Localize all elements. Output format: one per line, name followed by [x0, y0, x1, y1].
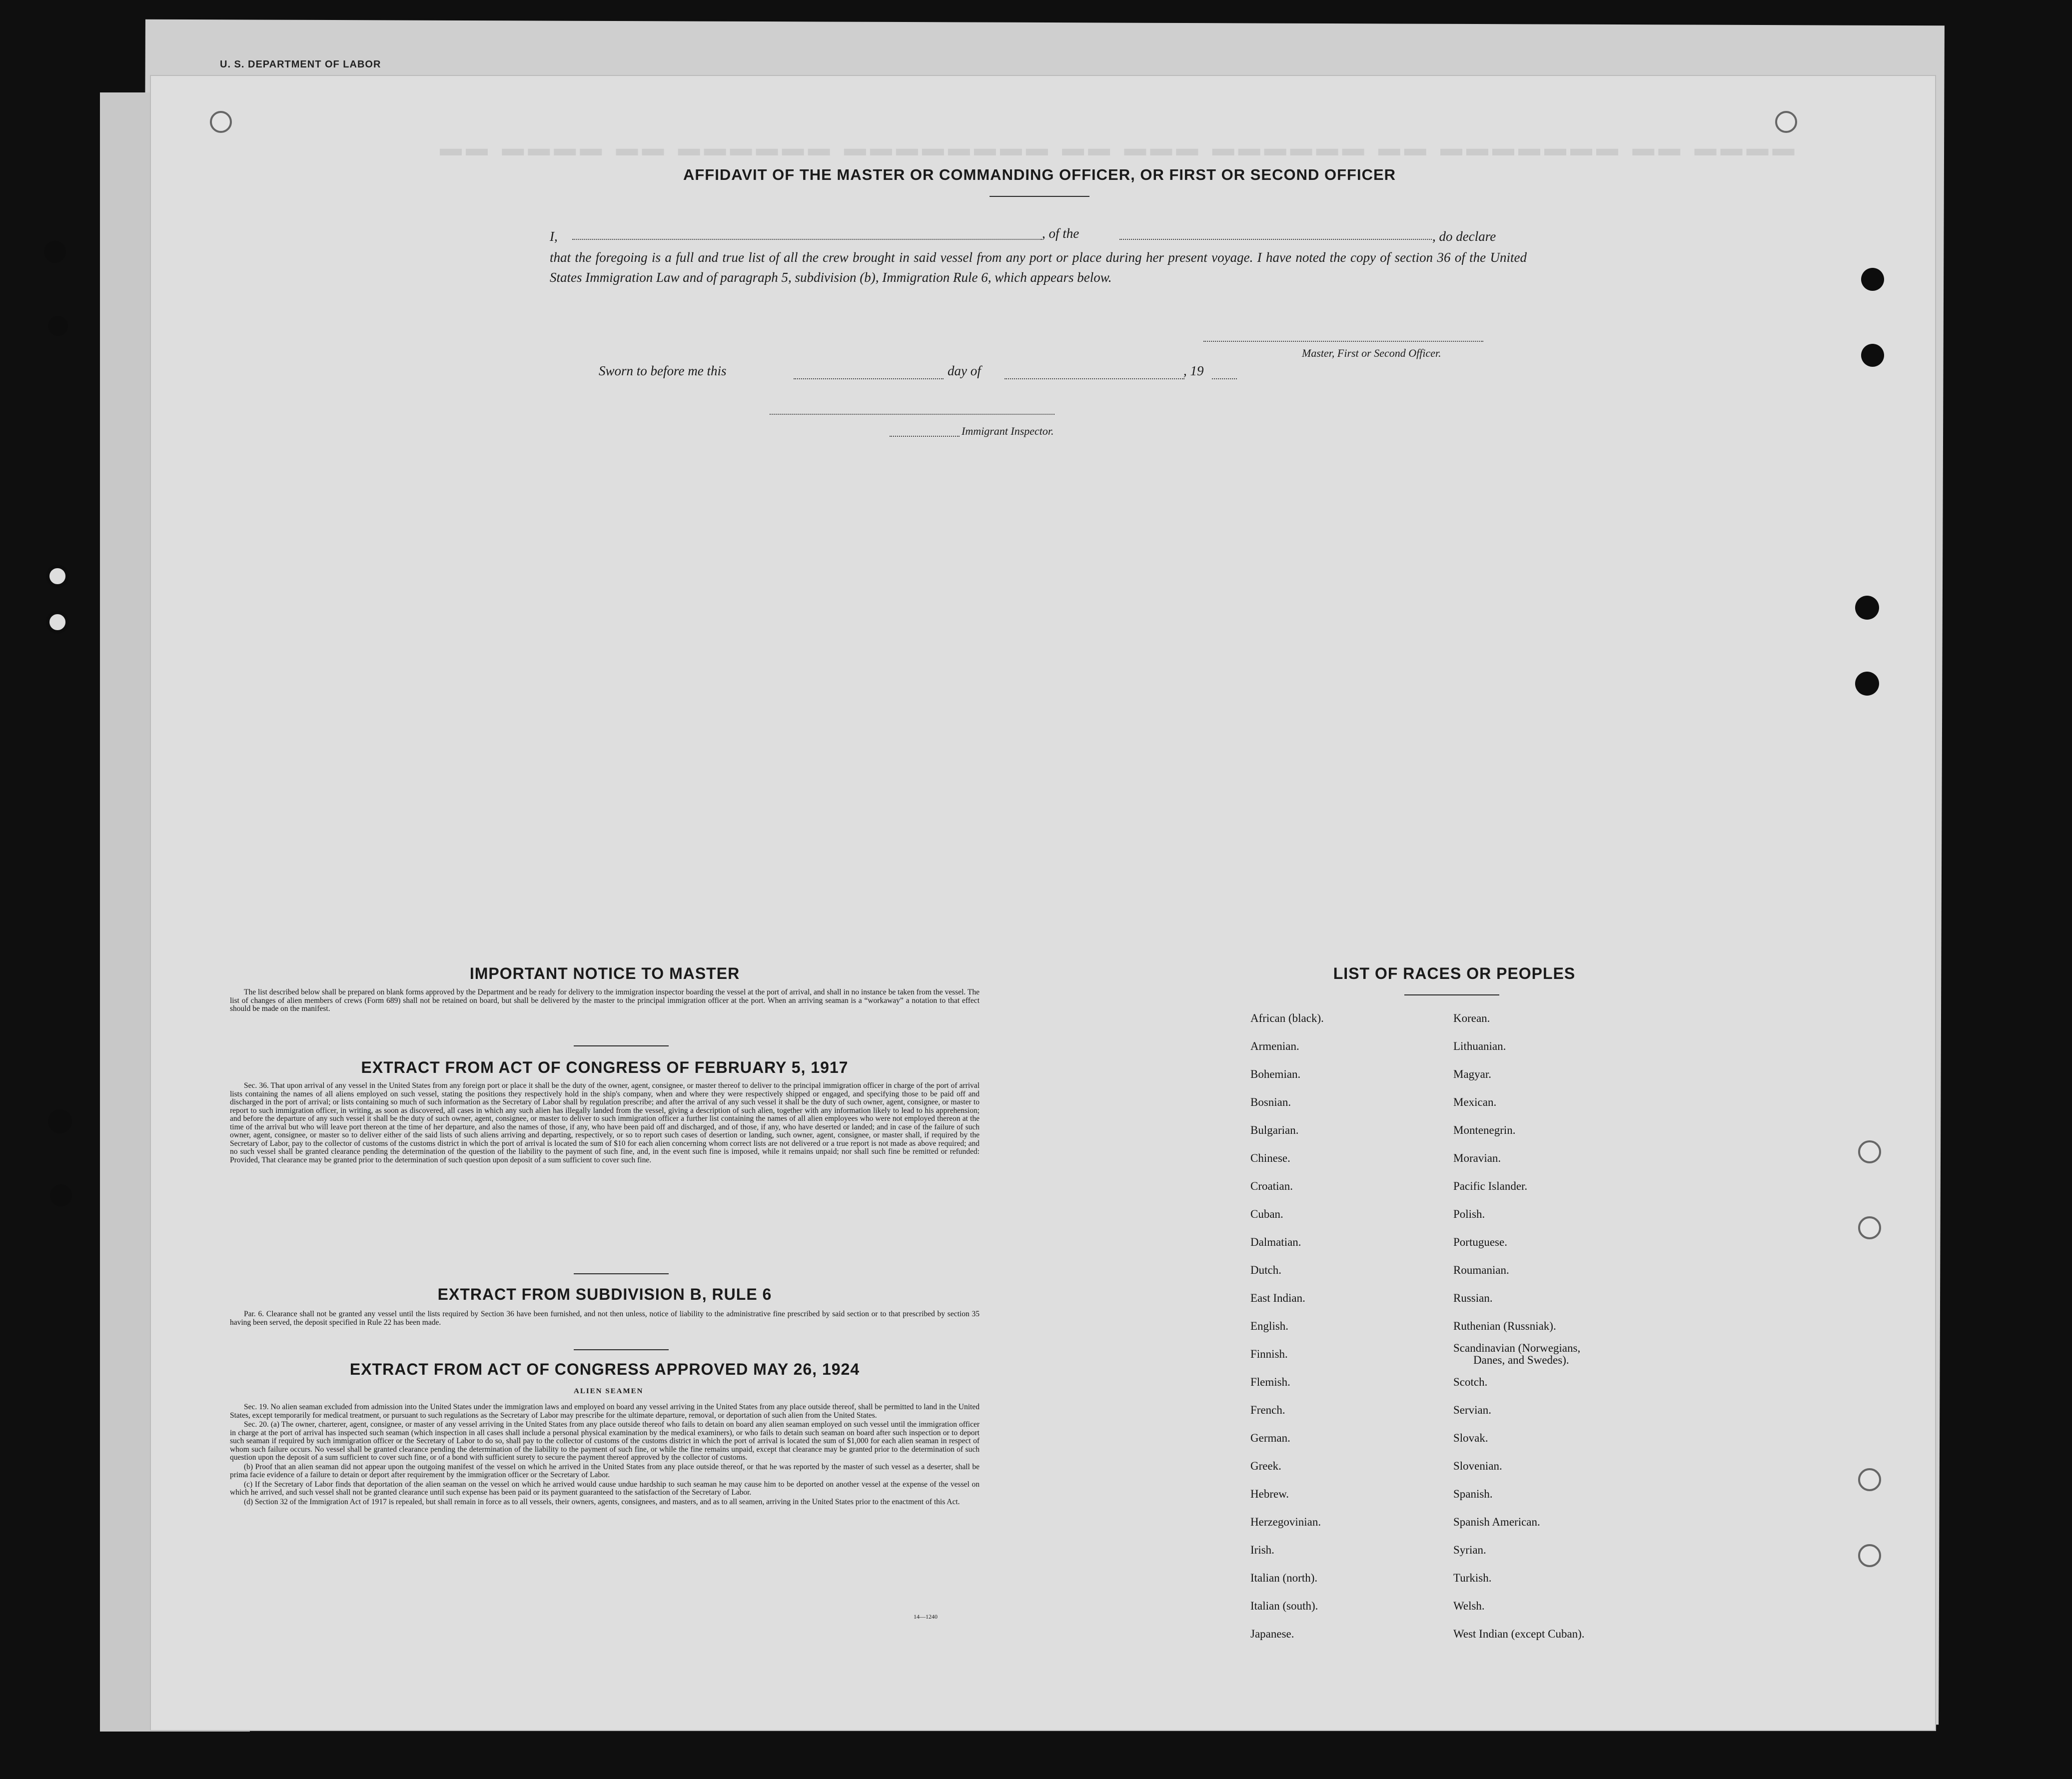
race-item: Chinese.	[1250, 1152, 1290, 1164]
binder-hole	[44, 241, 66, 263]
binder-hole	[1861, 268, 1884, 291]
race-item: Dalmatian.	[1250, 1236, 1301, 1248]
form-number: 14—1240	[914, 1613, 938, 1620]
extract-1917-text: Sec. 36. That upon arrival of any vessel in the United States from any foreign port or place it shall be the duty of the owner, agent, consignee, or master thereof to deliver to the principal immigration officer in charge of the port of arrival lists containing the names of all aliens employed on such vessel, stating the positions they respectively hold in the ship's company, when and where they were respectively shipped or engaged, and specifying those to be paid off and discharged in the port of arrival; or lists containing so much of such information as the Secretary of Labor shall by regulation prescribe; and after the arrival of any such vessel it shall be the duty of such owner, agent, consignee, or master to report to such immigration officer, in writing, as soon as discovered, all cases in which any such alien has illegally landed from the vessel, giving a description of such alien, together with any information likely to lead to his apprehension; and before the departure of any such vessel it shall be the duty of such owner, agent, consignee, or master to deliver to such immigration officer a further list containing the names of all alien employees who were not employed thereon at the time of the arrival but who will leave port thereon at the time of her departure, and also the names of those, if any, who have been paid off and discharged, and of those, if any, who have deserted or landed; and in case of the failure of such owner, agent, consignee, or master so to deliver either of the said lists of such aliens arriving and departing, respectively, or so to report such cases of desertion or landing, such owner, agent, consignee, or master shall, if required by the Secretary of Labor, pay to the collector of customs of the customs district in which the port of arrival is located the sum of $10 for each alien concerning whom correct lists are not delivered or a true report is not made as above required; and no such vessel shall be granted clearance pending the determination of the question of the liability to the payment of such fine, and, in the event such fine is imposed, while it remains unpaid; nor shall such fine be remitted or refunded: Provided, That clearance may be granted prior to the determination of such question upon deposit of a sum sufficient to cover such fine.	[230, 1081, 980, 1164]
race-item-line2: Danes, and Swedes).	[1473, 1354, 1569, 1366]
binder-hole	[48, 316, 68, 336]
race-item: Bohemian.	[1250, 1068, 1301, 1080]
bleed-through-heading: ▬▬ ▬▬▬▬ ▬▬ ▬▬▬▬▬▬ ▬▬▬▬▬▬▬▬ ▬▬ ▬▬▬ ▬▬▬▬▬▬ ▬▬ ▬▬▬▬▬▬▬ ▬▬ ▬▬▬▬	[440, 136, 1799, 160]
race-item: Servian.	[1453, 1404, 1492, 1416]
alien-seamen-heading: ALIEN SEAMEN	[574, 1387, 644, 1395]
race-item: Bosnian.	[1250, 1096, 1291, 1108]
race-item: Greek.	[1250, 1460, 1281, 1472]
binder-hole	[1858, 1216, 1881, 1239]
inspector-blank[interactable]	[770, 414, 1054, 415]
binder-hole	[1861, 344, 1884, 367]
divider	[574, 1273, 669, 1274]
vessel-blank[interactable]	[1119, 239, 1432, 240]
extract-1924-text: Sec. 19. No alien seaman excluded from admission into the United States under the immigration laws and employed on board any vessel arriving in the United States from any place outside thereof, shall be permitted to land in the United States, except temporarily for medical treatment, or pursuant to such regulations as the Secretary of Labor may prescribe for the ultimate departure, removal, or deportation of such alien from the United States. Sec. 20. (a) The owner, charterer, agent, consignee, or master of any vessel arriving in the United States from any place outside thereof who fails to detain on board any alien seaman employed on such vessel until the immigration officer in charge at the port of arrival has inspected such seaman (which inspection in all cases shall include a personal physical examination by the medical examiners), or who fails to detain such seaman on board after such inspection or to deport such seaman if required by such immigration officer or the Secretary of Labor to do so, shall pay to the collector of customs of the customs district in which the port of arrival is located the sum of $1,000 for each alien seaman in respect of whom such failure occurs. No vessel shall be granted clearance pending the determination of the liability to the payment of such fine, or while the fine remains unpaid, except that clearance may be granted prior to the determination of such question upon the deposit of a sum sufficient to cover such fine, or of a bond with sufficient surety to secure the payment thereof approved by the collector of customs. (b) Proof that an alien seaman did not appear upon the outgoing manifest of the vessel on which he arrived in the United States from any place outside thereof, or that he was reported by the master of such vessel as a deserter, shall be prima facie evidence of a failure to detain or deport after requirement by the immigration officer or the Secretary of Labor. (c) If the Secretary of Labor finds that deportation of the alien seaman on the vessel on which he arrived would cause undue hardship to such seaman he may cause him to be deported on another vessel at the expense of the vessel on which he arrived, and such vessel shall not be granted clearance until such expense has been paid or its payment guaranteed to the satisfaction of the Secretary of Labor. (d) Section 32 of the Immigration Act of 1917 is repealed, but shall remain in force as to all vessels, their owners, agents, consignees, and masters, and as to all seamen, arriving in the United States prior to the enactment of this Act.	[230, 1403, 980, 1506]
divider	[1404, 994, 1499, 995]
race-item	[1453, 1340, 1585, 1368]
sworn-month-blank[interactable]	[1005, 378, 1184, 379]
race-item: Herzegovinian.	[1250, 1516, 1321, 1528]
race-item: Montenegrin.	[1453, 1124, 1516, 1136]
sworn-prefix: Sworn to before me this	[599, 363, 727, 378]
binder-hole	[46, 611, 69, 634]
notice-text: The list described below shall be prepared on blank forms approved by the Department and be ready for delivery to the immigration inspector boarding the vessel at the port of arrival, and shall in no instance be taken from the vessel. The list of changes of alien members of crews (Form 689) shall not be retained on board, but shall be delivered by the master to the principal immigration officer at the port. When an arriving seaman is a “workaway” a notation to that effect should be made on the manifest.	[230, 988, 980, 1013]
race-item: Hebrew.	[1250, 1488, 1289, 1500]
affidavit-body: that the foregoing is a full and true list of all the crew brought in said vessel from any port or place during her present voyage. I have noted the copy of section 36 of the United States Immigration Law and of paragraph 5, subdivision (b), Immigration Rule 6, which appears below.	[550, 250, 1527, 285]
race-item: African (black).	[1250, 1012, 1324, 1024]
race-item: Mexican.	[1453, 1096, 1497, 1108]
binder-hole	[48, 1109, 72, 1133]
binder-hole	[1858, 1544, 1881, 1567]
race-item: Cuban.	[1250, 1208, 1283, 1220]
inspector-label: Immigrant Inspector.	[962, 425, 1054, 437]
race-item: Pacific Islander.	[1453, 1180, 1528, 1192]
race-item: Japanese.	[1250, 1628, 1294, 1640]
binder-hole	[1855, 596, 1879, 620]
race-item: Syrian.	[1453, 1544, 1486, 1556]
race-item: Scotch.	[1453, 1376, 1488, 1388]
race-item: Flemish.	[1250, 1376, 1290, 1388]
extract-rule6-text: Par. 6. Clearance shall not be granted any vessel until the lists required by Section 36 have been furnished, and not then unless, notice of liability to the administrative fine prescribed by said section or to that prescribed by section 35 having been served, the deposit specified in Rule 22 has been made.	[230, 1310, 980, 1327]
affidavit-line-end: , do declare	[1432, 229, 1496, 244]
race-item: English.	[1250, 1320, 1289, 1332]
race-item: Armenian.	[1250, 1040, 1299, 1052]
affidavit-line-mid: , of the	[1042, 226, 1079, 241]
notice-title: IMPORTANT NOTICE TO MASTER	[469, 964, 740, 982]
race-item: Irish.	[1250, 1544, 1274, 1556]
race-item: Bulgarian.	[1250, 1124, 1299, 1136]
races-column-1	[1250, 1004, 1324, 1648]
race-item: Italian (south).	[1250, 1600, 1318, 1612]
extract-1917-title: EXTRACT FROM ACT OF CONGRESS OF FEBRUARY 5, 1917	[361, 1058, 849, 1076]
races-title: LIST OF RACES OR PEOPLES	[1333, 964, 1576, 982]
race-item: Roumanian.	[1453, 1264, 1509, 1276]
binder-hole	[1858, 1468, 1881, 1491]
sworn-year-label: , 19	[1183, 363, 1204, 378]
sworn-year-blank[interactable]	[1212, 378, 1237, 379]
signature-blank[interactable]	[1203, 341, 1483, 342]
binder-hole	[1858, 1140, 1881, 1163]
extract-1924-title: EXTRACT FROM ACT OF CONGRESS APPROVED MAY 26, 1924	[349, 1360, 860, 1378]
divider	[574, 1349, 669, 1350]
race-item: Portuguese.	[1453, 1236, 1507, 1248]
race-item: East Indian.	[1250, 1292, 1305, 1304]
binder-hole	[1855, 672, 1879, 696]
races-column-2	[1453, 1004, 1585, 1648]
affidavit-line-start: I,	[550, 229, 558, 244]
binder-hole	[1775, 111, 1797, 133]
race-item: Korean.	[1453, 1012, 1490, 1024]
divider	[574, 1045, 669, 1046]
race-item: West Indian (except Cuban).	[1453, 1628, 1585, 1640]
race-item: Slovenian.	[1453, 1460, 1502, 1472]
race-item: Finnish.	[1250, 1348, 1288, 1360]
signature-label: Master, First or Second Officer.	[1302, 347, 1441, 359]
race-item: Russian.	[1453, 1292, 1493, 1304]
race-item: Italian (north).	[1250, 1572, 1318, 1584]
race-item: Ruthenian (Russniak).	[1453, 1320, 1556, 1332]
divider	[990, 196, 1089, 197]
race-item: Dutch.	[1250, 1264, 1281, 1276]
race-item: Spanish.	[1453, 1488, 1493, 1500]
race-item: Slovak.	[1453, 1432, 1488, 1444]
race-item: Croatian.	[1250, 1180, 1293, 1192]
sworn-day-label: day of	[948, 363, 981, 378]
race-item: Moravian.	[1453, 1152, 1501, 1164]
race-item: Turkish.	[1453, 1572, 1492, 1584]
race-item: Magyar.	[1453, 1068, 1492, 1080]
race-item-line1: Scandinavian (Norwegians,	[1453, 1342, 1581, 1354]
sworn-date-blank[interactable]	[794, 378, 944, 379]
extract-rule6-title: EXTRACT FROM SUBDIVISION B, RULE 6	[437, 1285, 772, 1303]
race-item: Spanish American.	[1453, 1516, 1540, 1528]
race-item: French.	[1250, 1404, 1285, 1416]
race-item: Lithuanian.	[1453, 1040, 1506, 1052]
affidavit-title: AFFIDAVIT OF THE MASTER OR COMMANDING OFFICER, OR FIRST OR SECOND OFFICER	[683, 166, 1396, 183]
binder-hole	[46, 565, 69, 588]
binder-hole	[50, 1184, 72, 1206]
inspector-blank-short[interactable]	[890, 436, 960, 437]
race-item: German.	[1250, 1432, 1290, 1444]
race-item: Welsh.	[1453, 1600, 1485, 1612]
name-blank[interactable]	[572, 239, 1042, 240]
race-item: Polish.	[1453, 1208, 1485, 1220]
binder-hole	[210, 111, 232, 133]
back-sheet-header: U. S. DEPARTMENT OF LABOR	[220, 59, 381, 70]
